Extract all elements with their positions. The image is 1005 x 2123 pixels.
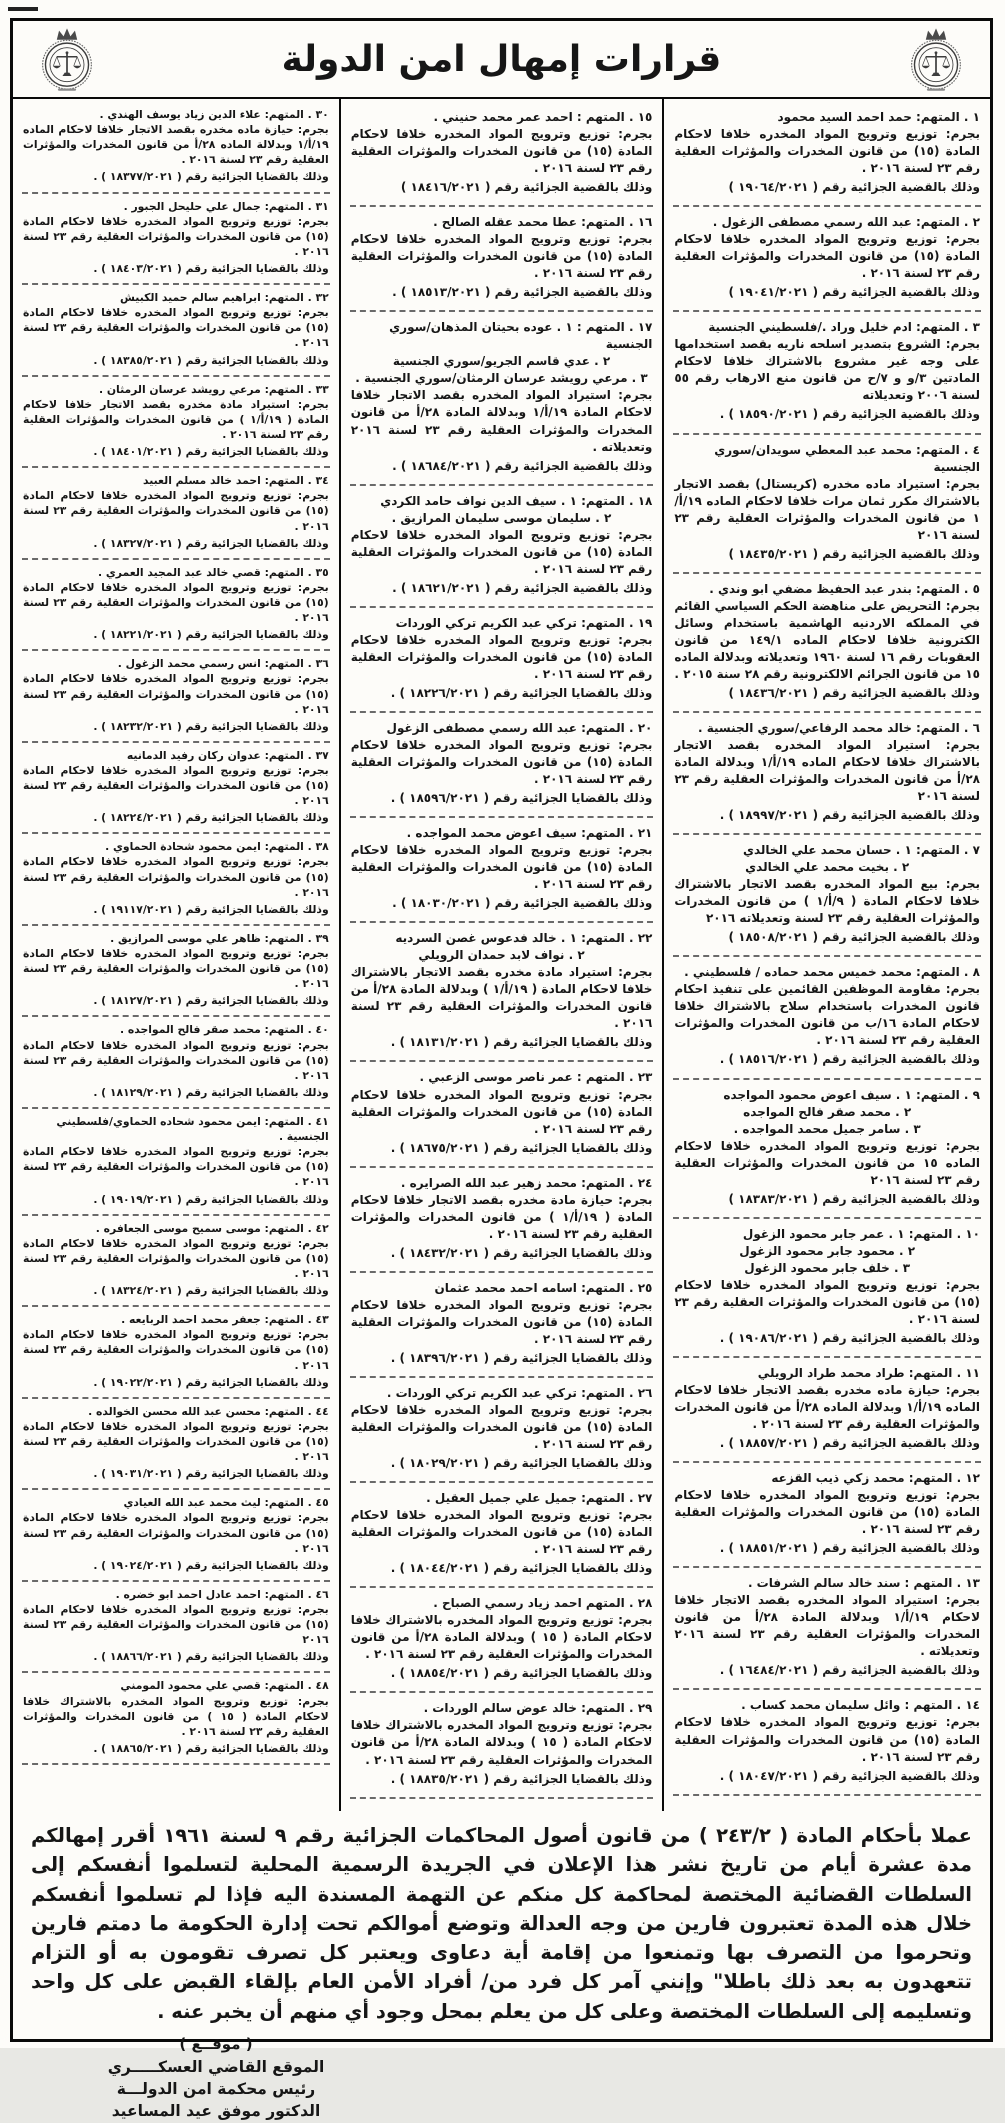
case-number: وذلك بالقضية الجزائية رقم ( ١٩٠٤١/٢٠٢١ ) — [728, 285, 980, 300]
defendant-name: ٤٣ . المتهم: جعفر محمد احمد الربايعه . — [121, 1313, 329, 1327]
defendant-name: ٤٨ . المتهم: قصي علي محمود المومني — [120, 1679, 329, 1693]
charge-text: بجرم: توزيع وترويج المواد المخدره خلافا لاحكام المادة (١٥) من قانون المخدرات والمؤثرات العقلية رقم ٢٣ لسنة ٢٠١٦ . — [350, 632, 653, 681]
case-entry — [350, 1273, 654, 1378]
charge-text: بجرم: توزيع وترويج المواد المخدره خلافا لاحكام المادة (١٥) من قانون المخدرات والمؤثرات العقلية رقم ٢٣ لسنة ٢٠١٦ . — [23, 1328, 329, 1372]
defendant-name: ٢٤ . المتهم: محمد زهير عبد الله الصرايره . — [400, 1175, 653, 1190]
case-entry — [22, 651, 330, 743]
case-number: وذلك بالقضايا الجزائية رقم ( ١٨٢٣٢/٢٠٢١ ) . — [93, 719, 329, 733]
charge-text: بجرم: استيراد ماده مخدره (كريستال) بقصد الاتجار بالاشتراك مكرر ثمان مرات خلافا لاحكام الماده ١٩/أ/١ من قانون المخدرات والمؤثرات العقلية رقم ٢٣ لسنة ٢٠١٦ — [674, 476, 980, 542]
case-entry — [350, 1378, 654, 1483]
charge-text: بجرم: توزيع وترويج المواد المخدره خلافا لاحكام المادة (١٥) من قانون المخدرات والمؤثرات العقلية رقم ٢٣ لسنة ٢٠١٦ . — [23, 1511, 329, 1555]
case-entry — [22, 377, 330, 469]
case-entry — [350, 818, 654, 923]
case-entry — [350, 312, 654, 485]
defendant-name: ٨ . المتهم: محمد خميس محمد حماده / فلسطيني . — [684, 965, 980, 980]
case-number: وذلك بالقضية الجزائية رقم ( ١٦٤٨٤/٢٠٢١ ) . — [719, 1663, 980, 1678]
case-entry — [673, 435, 981, 574]
signature-signer-role: رئيس محكمة امن الدولـــة — [116, 2079, 316, 2098]
decisions-column-3 — [13, 99, 339, 1811]
case-entry — [673, 574, 981, 713]
case-number: وذلك بالقضايا الجزائية رقم ( ١٨١٢٩/٢٠٢١ ) . — [93, 1085, 329, 1099]
case-entry — [673, 1463, 981, 1568]
defendant-name: ٤٤ . المتهم: محسن عبد الله محسن الخوالده . — [88, 1404, 329, 1418]
defendant-name: ١٦ . المتهم: عطا محمد عقله الصالح . — [433, 215, 653, 230]
case-number: وذلك بالقضايا الجزائية رقم ( ١٨٢٢٤/٢٠٢١ ) . — [93, 811, 329, 825]
co-defendant-name: ٢ . سليمان موسى سليمان المرازيق . — [391, 510, 612, 525]
defendant-name: ٦ . المتهم: خالد محمد الرفاعي/سوري الجنسية . — [698, 720, 980, 735]
case-number: وذلك بالقضايا الجزائية رقم ( ١٨٣٨٥/٢٠٢١ ) . — [93, 353, 329, 367]
case-number: وذلك بالقضايا الجزائية رقم ( ١٩٠١٩/٢٠٢١ ) . — [93, 1192, 329, 1206]
defendant-name: ٢ . المتهم: عبد الله رسمي مصطفى الزغول . — [712, 215, 980, 230]
case-entry — [673, 1568, 981, 1690]
case-number: وذلك بالقضية الجزائية رقم ( ١٨٦٨٤/٢٠٢١ ) . — [392, 458, 653, 473]
defendant-name: ٣٠ . المتهم: علاء الدين زياد يوسف الهندي . — [99, 108, 329, 121]
case-number: وذلك بالقضايا الجزائية رقم ( ١٨٣٢٧/٢٠٢١ ) . — [93, 536, 329, 550]
charge-text: بجرم: توزيع وترويج المواد المخدره خلافا لاحكام المادة (١٥) من قانون المخدرات والمؤثرات العقلية رقم ٢٣ لسنة ٢٠١٦ — [23, 1602, 329, 1647]
case-number: وذلك بالقضية الجزائية رقم ( ١٨٠٤٧/٢٠٢١ ) . — [719, 1768, 980, 1783]
case-number: وذلك بالقضايا الجزائية رقم ( ١٨٨٥٤/٢٠٢١ ) . — [390, 1666, 653, 1681]
charge-text: بجرم: توزيع وترويج المواد المخدره بالاشتراك خلافا لاحكام المادة ( ١٥ ) وبدلالة المادة ٢٨/أ من قانون المخدرات والمؤثرات العقلية رقم ٢٣ لسنة ٢٠١٦ . — [350, 1613, 653, 1662]
case-entry — [673, 102, 981, 207]
defendant-name: ٣٢ . المتهم: ابراهيم سالم حميد الكبيش — [120, 291, 329, 305]
case-entry — [673, 207, 981, 312]
signature-area — [13, 2026, 990, 2123]
case-number: وذلك بالقضية الجزائية رقم ( ١٨٦٢١/٢٠٢١ ) . — [392, 580, 653, 595]
case-entry — [673, 312, 981, 434]
case-number: وذلك بالقضايا الجزائية رقم ( ١٩٠٢٤/٢٠٢١ ) . — [93, 1558, 329, 1572]
defendant-name: ٢٢ . المتهم: ١ . خالد فدعوس غصن السرديه — [395, 931, 653, 946]
case-number: وذلك بالقضية الجزائية رقم ( ١٨٣٨٣/٢٠٢١ ) — [728, 1191, 980, 1206]
case-number: وذلك بالقضايا الجزائية رقم ( ١٩١١٧/٢٠٢١ ) . — [93, 902, 329, 916]
case-entry — [673, 1080, 981, 1219]
case-entry — [350, 923, 654, 1062]
case-number: وذلك بالقضايا الجزائية رقم ( ١٨٦٧٥/٢٠٢١ ) . — [390, 1140, 653, 1155]
defendant-name: ٣٥ . المتهم: قصي خالد عبد المجيد العمري . — [98, 565, 329, 579]
defendant-name: ١١ . المتهم: طراد محمد طراد الرويلي — [757, 1365, 980, 1380]
charge-text: بجرم: الشروع بتصدير اسلحه ناريه بقصد استخدامها على وجه غير مشروع بالاشتراك خلافا لاحكام المادتين ٣/و و ٧/ح من قانون منع الارهاب رقم ٥٥ لسنة ٢٠٠٦ وتعديلاته — [674, 337, 980, 403]
case-number: وذلك بالقضية الجزائية رقم ( ١٨٤١٦/٢٠٢١ ) — [400, 180, 653, 195]
charge-text: بجرم: توزيع وترويج المواد المخدره خلافا لاحكام الماده ١٥ من قانون المخدرات والمؤثرات العقلية رقم ٢٣ لسنة ٢٠١٦ — [674, 1138, 981, 1187]
case-entry — [350, 608, 654, 713]
charge-text: بجرم: توزيع وترويج المواد المخدره بالاشتراك خلافا لاحكام المادة ( ١٥ ) وبدلالة المادة ٢٨/أ من قانون المخدرات والمؤثرات العقلية رقم ٢٣ لسنة ٢٠١٦ . — [350, 1718, 653, 1767]
case-number: وذلك بالقضية الجزائية رقم ( ١٨٨٥١/٢٠٢١ ) . — [719, 1541, 980, 1556]
case-entry — [22, 1109, 330, 1216]
case-number: وذلك بالقضايا الجزائية رقم ( ١٨٨٦٦/٢٠٢١ ) . — [93, 1650, 329, 1664]
case-entry — [350, 1588, 654, 1693]
charge-text: بجرم: توزيع وترويج المواد المخدره خلافا لاحكام المادة (١٥) من قانون المخدرات والمؤثرات العقلية رقم ٢٣ لسنة ٢٠١٦ . — [350, 1402, 653, 1452]
charge-text: بجرم: توزيع وترويج المواد المخدره خلافا لاحكام المادة (١٥) من قانون المخدرات والمؤثرات العقلية رقم ٢٣ لسنة ٢٠١٦ . — [674, 232, 981, 281]
co-defendant-name: ٢ . عدي قاسم الجريو/سوري الجنسية — [392, 354, 611, 369]
defendant-name: ١٨ . المتهم: ١ . سيف الدين نواف حامد الكردي — [380, 493, 653, 508]
scan-corner-mark — [8, 7, 38, 11]
defendant-name: ٣٤ . المتهم: احمد خالد مسلم العبيد — [143, 474, 329, 488]
charge-text: بجرم: توزيع وترويج المواد المخدره بالاشتراك خلافا لاحكام المادة ( ١٥ ) من قانون المخدرات والمؤثرات العقلية رقم ٢٣ لسنة ٢٠١٦ . — [23, 1694, 329, 1738]
case-number: وذلك بالقضايا الجزائية رقم ( ١٨٣٩٦/٢٠٢١ ) . — [390, 1350, 653, 1365]
defendant-name: ٢٠ . المتهم: عبد الله رسمي مصطفى الزغول — [386, 720, 653, 735]
defendant-name: ٢٩ . المتهم: خالد عوض سالم الوردات . — [423, 1701, 653, 1716]
case-number: وذلك بالقضية الجزائية رقم ( ١٨٥١٣/٢٠٢١ ) . — [392, 285, 653, 300]
case-entry — [673, 957, 981, 1079]
case-entry — [22, 743, 330, 835]
case-entry — [22, 560, 330, 652]
case-entry — [673, 1358, 981, 1463]
case-entry — [673, 713, 981, 835]
charge-text: بجرم: توزيع وترويج المواد المخدره خلافا لاحكام (١٥) من قانون المخدرات والمؤثرات العقلية رقم ٢٣ لسنة ٢٠١٦ . — [674, 1277, 980, 1326]
case-entry — [22, 1017, 330, 1109]
legal-notice-paragraph: عملا بأحكام المادة ( ٢٤٣/٢ ) من قانون أصول المحاكمات الجزائية رقم ٩ لسنة ١٩٦١ أقرر إمهالكم مدة عشرة أيام من تاريخ نشر هذا الإعلان في الجريدة الرسمية المحلية لتسلموا أنفسكم إلى السلطات القضائية المختصة لمحاكمة كل منكم عن التهمة المسندة اليه فإذا لم تسلموا أنفسكم خلال هذه المدة تعتبرون فارين من وجه العدالة وتوضع أموالكم تحت إدارة الحكومة ما دمتم فارين وتحرموا من التصرف بها وتمنعوا من إقامة أية دعاوى ويعتبر كل تصرف تقومون به أو التزام تتعهدون به بعد ذلك باطلا" وإنني آمر كل فرد من/ أفراد الأمن العام بإلقاء القبض على كل واحد وتسليمه إلى السلطات المختصة وعلى كل من يعلم بمحل وجود أي منهم أن يخبر عنه . — [31, 1824, 973, 2023]
defendant-name: ٣٦ . المتهم: انس رسمي محمد الزغول . — [117, 657, 329, 671]
justice-scales-emblem-icon — [35, 25, 99, 93]
case-entry — [22, 468, 330, 560]
defendant-name: ١٣ . المتهم : سند خالد سالم الشرفات . — [747, 1576, 980, 1591]
case-entry — [22, 1673, 330, 1765]
signature-block — [51, 2034, 381, 2123]
case-entry — [350, 207, 654, 312]
defendant-name: ٤١ . المتهم: ايمن محمود شحاده الحماوي/فلسطيني الجنسية . — [56, 1115, 329, 1144]
case-entry — [350, 1062, 654, 1167]
charge-text: بجرم: التحريض على مناهضة الحكم السياسي القائم في المملكه الاردنيه الهاشمية باستخدام وسائل الكترونية خلافا لاحكام الماده ١٤٩/١ من قانون العقوبات رقم ١٦ لسنة ١٩٦٠ وتعديلاته وبدلالة الماده ١٥ من قانون الجرائم الالكترونية رقم ٢٨ سنة ٢٠١٥ . — [674, 598, 981, 681]
document-frame — [10, 18, 993, 2121]
document-header — [13, 21, 990, 99]
page-title: قرارات إمهال امن الدولة — [281, 38, 722, 80]
case-entry — [22, 926, 330, 1018]
charge-text: بجرم: استيراد المواد المخدره بقصد الاتجار خلافا لاحكام المادة ١٩/أ/١ وبدلالة المادة ٢٨/أ من قانون المخدرات والمؤثرات العقلية رقم ٢٣ لسنة ٢٠١٦ وتعديلاته . — [350, 388, 653, 454]
charge-text: بجرم: حيازة ماده مخدره بقصد الاتجار خلافا لاحكام الماده ١٩/أ/١ وبدلالة الماده ٢٨/أ من قانون المخدرات والمؤثرات العقلية رقم ٢٣ لسنة ٢٠١٦ . — [674, 1382, 980, 1432]
case-entry — [22, 834, 330, 926]
case-number: وذلك بالقضايا الجزائية رقم ( ١٨٠٢٩/٢٠٢١ ) . — [390, 1456, 653, 1471]
case-entry — [350, 102, 654, 207]
charge-text: بجرم: توزيع وترويج المواد المخدره خلافا لاحكام المادة (١٥) من قانون المخدرات والمؤثرات العقلية رقم ٢٣ لسنة ٢٠١٦ . — [23, 214, 329, 258]
charge-text: بجرم: توزيع وترويج المواد المخدره خلافا لاحكام المادة (١٥) من قانون المخدرات والمؤثرات العقلية رقم ٢٣ لسنة ٢٠١٦ . — [23, 1038, 329, 1082]
charge-text: بجرم: توزيع وترويج المواد المخدره خلافا لاحكام المادة (١٥) من قانون المخدرات والمؤثرات العقلية رقم ٢٣ لسنة ٢٠١٦ . — [350, 527, 653, 576]
defendant-name: ٥ . المتهم: بندر عبد الحفيظ مضفي ابو وندي . — [709, 581, 980, 596]
case-number: وذلك بالقضية الجزائية رقم ( ١٨٥٠٨/٢٠٢١ ) — [728, 930, 980, 945]
charge-text: بجرم: توزيع وترويج المواد المخدره خلافا لاحكام المادة (١٥) من قانون المخدرات والمؤثرات العقلية رقم ٢٣ لسنة ٢٠١٦ . — [350, 843, 653, 892]
co-defendant-name: ٣ . سامر جميل محمد المواجده . — [733, 1121, 921, 1136]
case-entry — [350, 713, 654, 818]
case-number: وذلك بالقضايا الجزائية رقم ( ١٨٨٣٥/٢٠٢١ ) . — [390, 1771, 653, 1786]
charge-text: بجرم: توزيع وترويج المواد المخدره خلافا لاحكام المادة (١٥) من قانون المخدرات والمؤثرات العقلية رقم ٢٣ لسنة ٢٠١٦ . — [350, 1087, 653, 1136]
defendant-name: ٣٣ . المتهم: مرعي رويشد عرسان الرمثان . — [98, 382, 329, 396]
case-entry — [22, 1307, 330, 1399]
defendant-name: ١٩ . المتهم: تركي عبد الكريم تركي الوردات — [395, 615, 653, 630]
signature-signer-title: الموقع القاضي العسكـــــري — [107, 2057, 325, 2076]
case-entry — [673, 1690, 981, 1795]
case-entry — [350, 486, 654, 608]
defendant-name: ٢٨ . المتهم احمد زياد رسمي الصباح . — [433, 1596, 653, 1611]
case-number: وذلك بالقضية الجزائية رقم ( ١٨٥٩٠/٢٠٢١ ) . — [719, 407, 980, 422]
defendant-name: ٧ . المتهم: ١ . حسان محمد علي الخالدي — [742, 843, 980, 858]
defendant-name: ١٧ . المتهم : ١ . عوده بحيتان المذهان/سوري الجنسية — [389, 320, 653, 352]
defendant-name: ١٥ . المتهم : احمد عمر محمد حنيني . — [433, 110, 653, 124]
charge-text: بجرم: توزيع وترويج المواد المخدره خلافا لاحكام المادة (١٥) من قانون المخدرات والمؤثرات العقلية رقم ٢٣ لسنة ٢٠١٦ . — [350, 1297, 653, 1346]
charge-text: بجرم: توزيع وترويج المواد المخدره خلافا لاحكام المادة (١٥) من قانون المخدرات والمؤثرات العقلية رقم ٢٣ لسنة ٢٠١٦ . — [23, 1145, 329, 1189]
charge-text: بجرم: توزيع وترويج المواد المخدره خلافا لاحكام المادة (١٥) من قانون المخدرات والمؤثرات العقلية رقم ٢٣ لسنة ٢٠١٦ . — [23, 1236, 329, 1280]
defendant-name: ٢٣ . المتهم : عمر ناصر موسى الزعبي . — [419, 1070, 653, 1085]
case-number: وذلك بالقضايا الجزائية رقم ( ١٨٢٢٦/٢٠٢١ ) . — [390, 685, 653, 700]
defendant-name: ٣٨ . المتهم: ايمن محمود شحادة الحماوي . — [105, 840, 329, 854]
decisions-columns — [13, 99, 990, 1811]
defendant-name: ٩ . المتهم: ١ . سيف اعوض محمود المواجده — [723, 1087, 980, 1102]
co-defendant-name: ٢ . بخيت محمد علي الخالدي — [745, 860, 910, 875]
defendant-name: ٢١ . المتهم: سيف اعوض محمد المواجده . — [406, 826, 653, 841]
defendant-name: ٤٦ . المتهم: احمد عادل احمد ابو خضره . — [115, 1587, 329, 1601]
case-entry — [22, 1216, 330, 1308]
charge-text: بجرم: بيع المواد المخدره بقصد الاتجار بالاشتراك خلافا لاحكام المادة ( ٩/أ/١ ) من قانون المخدرات والمؤثرات العقلية رقم ٢٣ لسنة وتعديلاته ٢٠١٦ — [674, 877, 980, 926]
case-entry — [350, 1693, 654, 1798]
charge-text: بجرم: حيازة مادة مخدره بقصد الاتجار خلافا لاحكام المادة ( ١٩/أ/١ ) من قانون المخدرات والمؤثرات العقلية رقم ٢٣ لسنة ٢٠١٦ . — [350, 1192, 653, 1241]
defendant-name: ٣ . المتهم: ادم خليل وراد ./فلسطيني الجنسية — [708, 320, 980, 335]
defendant-name: ٢٧ . المتهم: جميل علي جميل العقيل . — [426, 1491, 653, 1506]
charge-text: بجرم: توزيع وترويج المواد المخدره خلافا لاحكام المادة (١٥) من قانون المخدرات والمؤثرات العقلية رقم ٢٣ لسنة ٢٠١٦ . — [674, 1488, 981, 1537]
case-entry — [22, 102, 330, 194]
defendant-name: ٣٧ . المتهم: عدوان ركان رفيد الدمانيه — [126, 748, 329, 762]
defendant-name: ٤٠ . المتهم: محمد صقر فالح المواجده . — [119, 1023, 329, 1037]
case-number: وذلك بالقضايا الجزائية رقم ( ١٨٠٤٤/٢٠٢١ ) . — [390, 1561, 653, 1576]
case-number: وذلك بالقضية الجزائية رقم ( ١٨٩٩٧/٢٠٢١ ) . — [719, 808, 980, 823]
defendant-name: ٣١ . المتهم: جمال علي حليحل الجبور . — [123, 199, 329, 213]
charge-text: بجرم: توزيع وترويج المواد المخدره خلافا لاحكام المادة (١٥) من قانون المخدرات والمؤثرات العقلية رقم ٢٣ لسنة ٢٠١٦ . — [23, 855, 329, 899]
co-defendant-name: ٢ . محمود جابر محمود الزغول — [739, 1243, 916, 1258]
charge-text: بجرم: توزيع وترويج المواد المخدره خلافا لاحكام المادة (١٥) من قانون المخدرات والمؤثرات العقلية رقم ٢٣ لسنة ٢٠١٦ . — [350, 127, 653, 176]
charge-text: بجرم: استيراد مادة مخدره بقصد الاتجار بالاشتراك خلافا لاحكام المادة ( ١٩/أ/١ ) وبدلالة المادة ٢٨/أ من قانون المخدرات والمؤثرات العقلية رقم ٢٣ لسنة ٢٠١٦ . — [350, 965, 653, 1031]
case-number: وذلك بالقضية الجزائية رقم ( ١٨٥١٦/٢٠٢١ ) . — [719, 1052, 980, 1067]
charge-text: بجرم: توزيع وترويج المواد المخدره خلافا لاحكام المادة (١٥) من قانون المخدرات والمؤثرات العقلية رقم ٢٣ لسنة ٢٠١٦ . — [23, 672, 329, 716]
defendant-name: ١ . المتهم: حمد احمد السيد محمود — [777, 110, 980, 124]
case-number: وذلك بالقضية الجزائية رقم ( ١٨٤٣٦/٢٠٢١ ) — [728, 685, 980, 700]
defendant-name: ١٠ . المتهم: ١ . عمر جابر محمود الزغول — [742, 1226, 980, 1241]
defendant-name: ٤٢ . المتهم: موسى سميح موسى الجعافره . — [95, 1221, 329, 1235]
case-entry — [673, 835, 981, 957]
co-defendant-name: ٢ . نواف لابد حمدان الرويلي — [418, 948, 585, 963]
case-number: وذلك بالقضايا الجزائية رقم ( ١٨٤٠٣/٢٠٢١ ) . — [93, 261, 329, 275]
case-number: وذلك بالقضايا الجزائية رقم ( ١٨١٣١/٢٠٢١ ) . — [390, 1035, 653, 1050]
co-defendant-name: ٣ . خلف جابر محمود الزغول — [744, 1260, 911, 1275]
case-number: وذلك بالقضايا الجزائية رقم ( ١٨٥٩٦/٢٠٢١ ) . — [390, 791, 653, 806]
co-defendant-name: ٣ . مرعي رويشد عرسان الرمثان/سوري الجنسية . — [355, 371, 648, 386]
case-number: وذلك بالقضية الجزائية رقم ( ١٨٨٥٧/٢٠٢١ ) . — [719, 1436, 980, 1451]
defendant-name: ٢٥ . المتهم: اسامه احمد محمد عثمان — [434, 1280, 653, 1295]
case-number: وذلك بالقضايا الجزائية رقم ( ١٨٢٢١/٢٠٢١ ) . — [93, 628, 329, 642]
defendant-name: ٣٩ . المتهم: ظاهر علي موسى المرازيق . — [110, 931, 329, 945]
co-defendant-name: ٢ . محمد صقر فالح المواجده — [743, 1104, 912, 1119]
decisions-column-2 — [339, 99, 665, 1811]
case-entry — [350, 1483, 654, 1588]
charge-text: بجرم: حيازة ماده مخدره بقصد الاتجار خلافا لاحكام الماده ١٩/أ/١ وبدلالة الماده ٢٨/أ من قانون المخدرات والمؤثرات العقلية رقم ٢٣ لسنة ٢٠١٦ . — [23, 123, 329, 167]
defendant-name: ١٤ . المتهم : وائل سليمان محمد كساب . — [741, 1698, 980, 1713]
case-entry — [22, 1399, 330, 1491]
defendant-name: ٢٦ . المتهم: تركي عبد الكريم تركي الوردات . — [386, 1385, 653, 1400]
charge-text: بجرم: توزيع وترويج المواد المخدره خلافا لاحكام المادة (١٥) من قانون المخدرات والمؤثرات العقلية رقم ٢٣ لسنة ٢٠١٦ . — [350, 737, 653, 787]
justice-scales-emblem-icon — [904, 25, 968, 93]
charge-text: بجرم: استيراد المواد المخدره بقصد الاتجار خلافا لاحكام ١٩/أ/١ وبدلالة المادة ٢٨/أ من قانون المخدرات والمؤثرات العقلية رقم ٢٣ لسنة ٢٠١٦ وتعديلاته . — [674, 1593, 981, 1659]
case-entry — [673, 1219, 981, 1358]
charge-text: بجرم: توزيع وترويج المواد المخدره خلافا لاحكام المادة (١٥) من قانون المخدرات والمؤثرات العقلية رقم ٢٣ لسنة ٢٠١٦ . — [23, 1419, 329, 1464]
case-number: وذلك بالقضايا الجزائية رقم ( ١٩٠٢٢/٢٠٢١ ) . — [93, 1375, 329, 1389]
case-number: وذلك بالقضايا الجزائية رقم ( ١٨٣٢٤/٢٠٢١ ) . — [93, 1284, 329, 1298]
case-number: وذلك بالقضية الجزائية رقم ( ١٨٤٣٥/٢٠٢١ ) — [728, 546, 980, 561]
charge-text: بجرم: توزيع وترويج المواد المخدره خلافا لاحكام المادة (١٥) من قانون المخدرات والمؤثرات العقلية رقم ٢٣ لسنة ٢٠١٦ . — [23, 947, 329, 991]
signature-stamp-label: ( موقــع ) — [179, 2034, 253, 2053]
case-number: وذلك بالقضايا الجزائية رقم ( ١٨٣٧٧/٢٠٢١ ) . — [93, 170, 329, 184]
charge-text: بجرم: توزيع وترويج المواد المخدره خلافا لاحكام المادة (١٥) من قانون المخدرات والمؤثرات العقلية رقم ٢٣ لسنة ٢٠١٦ . — [350, 232, 653, 281]
case-number: وذلك بالقضية الجزائية رقم ( ١٩٠٦٤/٢٠٢١ ) — [728, 180, 980, 195]
charge-text: بجرم: توزيع وترويج المواد المخدره خلافا لاحكام المادة (١٥) من قانون المخدرات والمؤثرات العقلية رقم ٢٣ لسنة ٢٠١٦ . — [674, 127, 981, 176]
case-entry — [22, 194, 330, 286]
charge-text: بجرم: توزيع وترويج المواد المخدره خلافا لاحكام المادة (١٥) من قانون المخدرات والمؤثرات العقلية رقم ٢٣ لسنة ٢٠١٦ . — [674, 1715, 981, 1764]
case-number: وذلك بالقضية الجزائية رقم ( ١٩٠٨٦/٢٠٢١ ) . — [719, 1330, 980, 1345]
case-entry — [22, 1582, 330, 1674]
charge-text: بجرم: توزيع وترويج المواد المخدره خلافا لاحكام المادة (١٥) من قانون المخدرات والمؤثرات العقلية رقم ٢٣ لسنة ٢٠١٦ . — [350, 1508, 653, 1557]
charge-text: بجرم: توزيع وترويج المواد المخدره خلافا لاحكام المادة (١٥) من قانون المخدرات والمؤثرات العقلية رقم ٢٣ لسنة ٢٠١٦ . — [23, 763, 329, 808]
case-entry — [22, 285, 330, 377]
case-number: وذلك بالقضايا الجزائية رقم ( ١٩٠٣١/٢٠٢١ ) . — [93, 1467, 329, 1481]
charge-text: بجرم: توزيع وترويج المواد المخدره خلافا لاحكام المادة (١٥) من قانون المخدرات والمؤثرات العقلية رقم ٢٣ لسنة ٢٠١٦ . — [23, 489, 329, 533]
charge-text: بجرم: توزيع وترويج المواد المخدره خلافا لاحكام المادة (١٥) من قانون المخدرات والمؤثرات العقلية رقم ٢٣ لسنة ٢٠١٦ . — [23, 306, 329, 350]
defendant-name: ٤ . المتهم: محمد عبد المعطي سويدان/سوري الجنسية — [714, 442, 980, 474]
charge-text: بجرم: استيراد المواد المخدره بقصد الاتجار بالاشتراك خلافا لاحكام الماده ١٩/أ/١ وبدلالة المادة ٢٨/أ من قانون المخدرات والمؤثرات العقلية رقم ٢٣ لسنة ٢٠١٦ — [674, 737, 980, 804]
signature-signer-name: الدكتور موفق عيد المساعيد — [111, 2102, 321, 2121]
case-entry — [350, 1168, 654, 1273]
case-entry — [22, 1490, 330, 1582]
charge-text: بجرم: مقاومة الموظفين القائمين على تنفيذ احكام قانون المخدرات باستخدام سلاح بالاشتراك خلافا لاحكام المادة ١٦/ب من قانون المخدرات والمؤثرات العقلية رقم ٢٣ لسنة ٢٠١٦ . — [674, 982, 980, 1048]
defendant-name: ١٢ . المتهم: محمد زكي ذيب القزعه — [771, 1471, 980, 1486]
defendant-name: ٤٥ . المتهم: ليث محمد عبد الله العيادي — [123, 1496, 329, 1510]
case-number: وذلك بالقضايا الجزائية رقم ( ١٨٤٠١/٢٠٢١ ) . — [93, 445, 329, 459]
case-number: وذلك بالقضايا الجزائية رقم ( ١٨٨٦٥/٢٠٢١ ) . — [93, 1741, 329, 1755]
case-number: وذلك بالقضايا الجزائية رقم ( ١٨٤٣٢/٢٠٢١ ) . — [390, 1245, 653, 1260]
case-number: وذلك بالقضية الجزائية رقم ( ١٨٠٣٠/٢٠٢١ ) . — [392, 896, 653, 911]
decisions-column-1 — [664, 99, 990, 1811]
case-number: وذلك بالقضايا الجزائية رقم ( ١٨١٢٧/٢٠٢١ ) . — [93, 994, 329, 1008]
charge-text: بجرم: استيراد مادة مخدره بقصد الاتجار خلافا لاحكام المادة ( ١٩/أ/١ ) من قانون المخدرات والمؤثرات العقلية رقم ٢٣ لسنة ٢٠١٦ . — [23, 397, 329, 441]
charge-text: بجرم: توزيع وترويج المواد المخدره خلافا لاحكام المادة (١٥) من قانون المخدرات والمؤثرات العقلية رقم ٢٣ لسنة ٢٠١٦ . — [23, 580, 329, 625]
